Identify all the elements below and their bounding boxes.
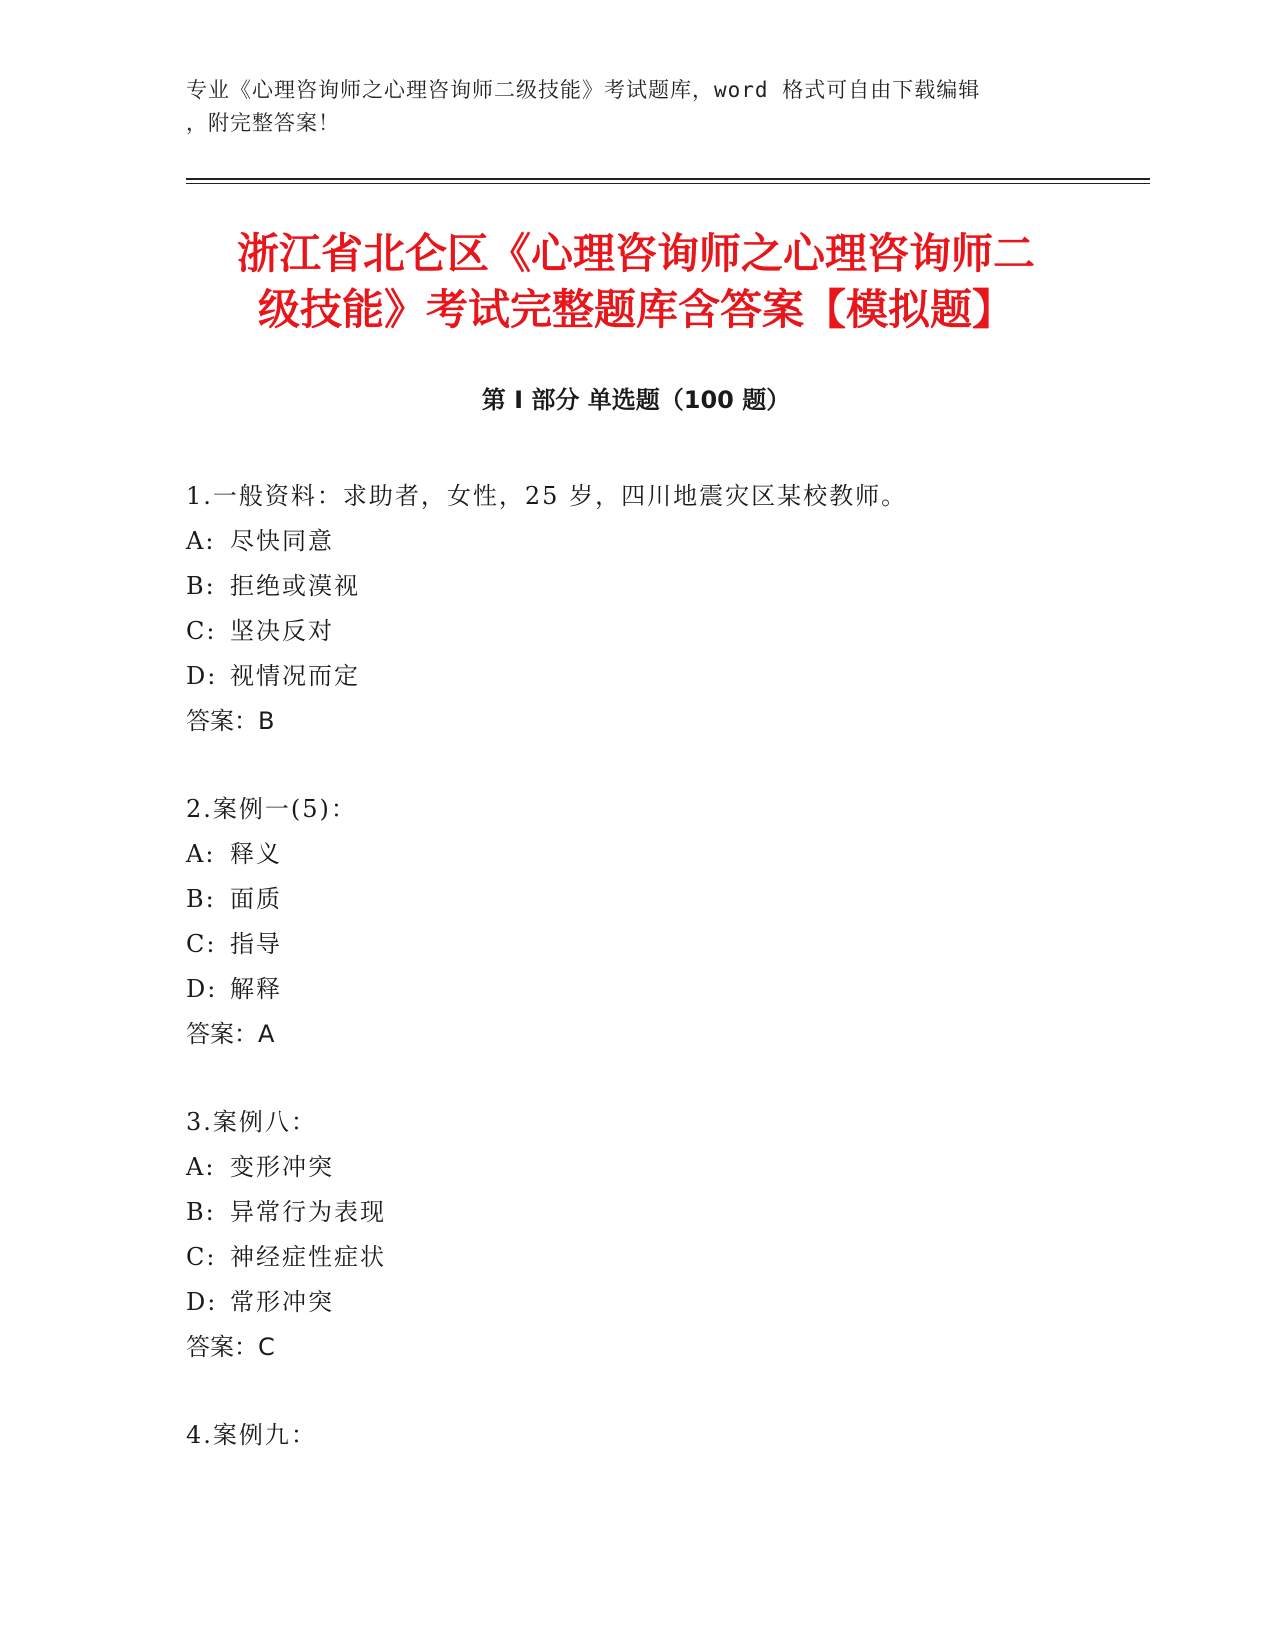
option-a (186, 1145, 1136, 1190)
option-d (186, 1280, 1136, 1325)
option-letter: C: (186, 930, 217, 958)
question-stem: 2.案例一(5)： (186, 795, 357, 823)
answer-line: 答案：C (186, 1333, 275, 1361)
option-text: 指导 (230, 930, 282, 958)
question-2 (186, 787, 1136, 1057)
option-b (186, 1190, 1136, 1235)
option-text: 常形冲突 (230, 1288, 334, 1316)
option-letter: C: (186, 1243, 217, 1271)
option-d (186, 967, 1136, 1012)
option-a (186, 519, 1136, 564)
header-divider-thick (186, 178, 1150, 180)
option-c (186, 922, 1136, 967)
question-stem: 3.案例八： (186, 1108, 317, 1136)
header-note (186, 74, 1086, 140)
document-title-line-2: 级技能》考试完整题库含答案【模拟题】 (257, 285, 1014, 334)
option-text: 神经症性症状 (230, 1243, 386, 1271)
document-title (186, 226, 1086, 338)
option-letter: A: (186, 1153, 216, 1181)
option-b (186, 564, 1136, 609)
option-letter: D: (186, 662, 218, 690)
option-b (186, 877, 1136, 922)
option-c (186, 609, 1136, 654)
option-text: 坚决反对 (230, 617, 334, 645)
option-text: 变形冲突 (230, 1153, 334, 1181)
option-text: 异常行为表现 (230, 1198, 386, 1226)
option-letter: D: (186, 975, 218, 1003)
answer-line: 答案：B (186, 707, 275, 735)
section-heading: 第 I 部分 单选题（100 题） (481, 386, 791, 414)
option-a (186, 832, 1136, 877)
option-letter: B: (186, 885, 216, 913)
answer-line: 答案：A (186, 1020, 275, 1048)
option-text: 面质 (230, 885, 282, 913)
header-note-line-2: ，附完整答案！ (186, 111, 340, 135)
option-letter: D: (186, 1288, 218, 1316)
option-letter: A: (186, 527, 216, 555)
question-3 (186, 1100, 1136, 1370)
question-stem: 4.案例九： (186, 1421, 317, 1449)
option-text: 释义 (230, 840, 282, 868)
option-letter: A: (186, 840, 216, 868)
question-list (186, 474, 1136, 1501)
option-c (186, 1235, 1136, 1280)
question-1 (186, 474, 1136, 744)
option-letter: C: (186, 617, 217, 645)
document-title-line-1: 浙江省北仑区《心理咨询师之心理咨询师二 (236, 229, 1035, 278)
option-text: 尽快同意 (230, 527, 334, 555)
option-d (186, 654, 1136, 699)
header-divider-thin (186, 183, 1150, 184)
question-4 (186, 1413, 1136, 1458)
header-note-line-1: 专业《心理咨询师之心理咨询师二级技能》考试题库，word 格式可自由下载编辑 (186, 78, 981, 102)
option-letter: B: (186, 572, 216, 600)
option-text: 视情况而定 (230, 662, 360, 690)
question-stem: 1.一般资料：求助者，女性，25 岁，四川地震灾区某校教师。 (186, 482, 908, 510)
option-text: 解释 (230, 975, 282, 1003)
option-text: 拒绝或漠视 (230, 572, 360, 600)
option-letter: B: (186, 1198, 216, 1226)
